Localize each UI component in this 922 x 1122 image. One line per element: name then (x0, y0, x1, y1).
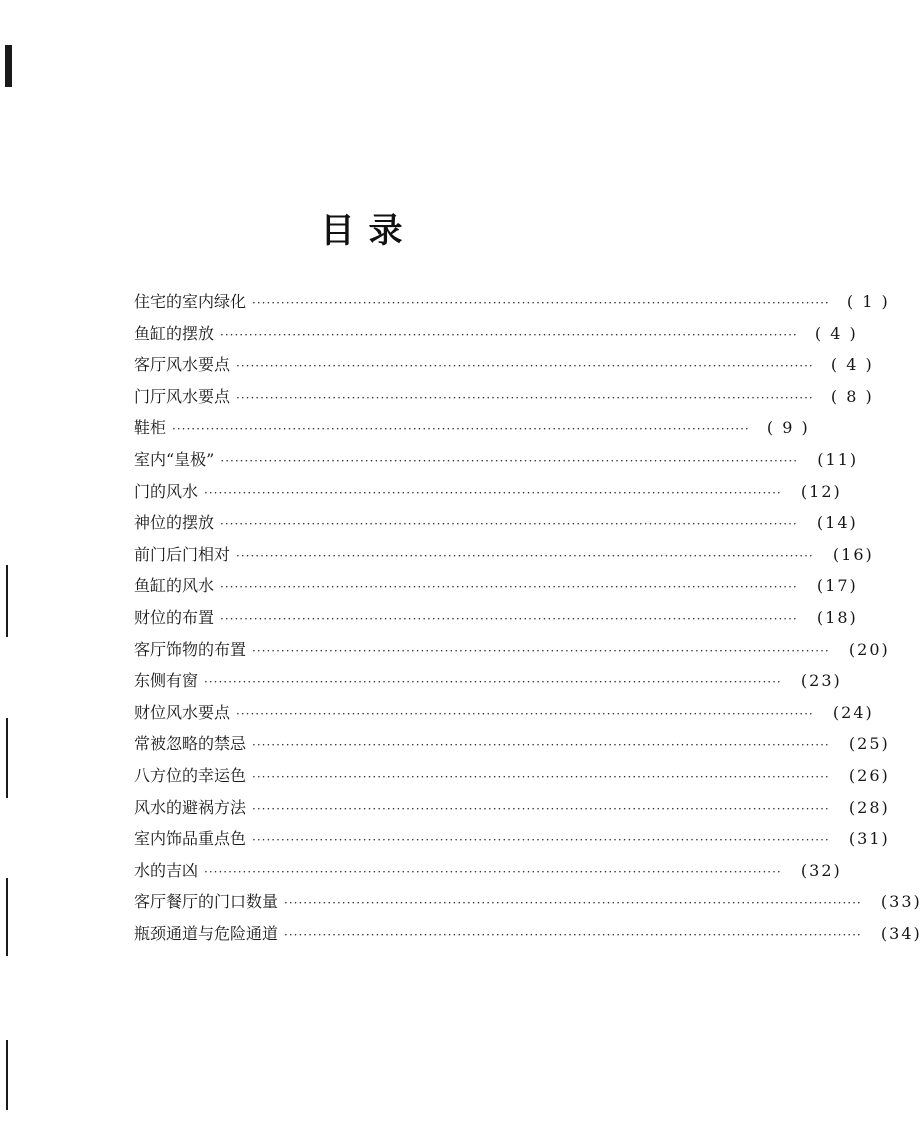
toc-entry-title: 财位的布置 (134, 607, 215, 627)
toc-entry-page-number: (16) (832, 544, 874, 564)
toc-dot-leader: ························································································································ (220, 611, 798, 626)
toc-entry-page-number: ( 4 ) (814, 323, 858, 343)
toc-entry[interactable] (134, 763, 890, 795)
toc-entry-page-number: (18) (816, 607, 858, 627)
toc-dot-leader: ························································································································ (220, 453, 799, 468)
toc-entry-title: 室内“皇极” (134, 449, 215, 469)
toc-entry-title: 客厅餐厅的门口数量 (134, 892, 279, 912)
toc-entry[interactable] (134, 479, 842, 511)
toc-entry-title: 前门后门相对 (134, 544, 231, 564)
toc-entry-page-number: ( 4 ) (830, 355, 874, 375)
toc-entry-page-number: (28) (848, 797, 890, 817)
toc-entry-page-number: ( 1 ) (846, 292, 890, 311)
page-title: 目录 (320, 210, 417, 251)
toc-entry-page-number: (33) (880, 892, 922, 912)
toc-entry-title: 常被忽略的禁忌 (134, 734, 247, 754)
toc-entry[interactable] (134, 700, 874, 732)
toc-entry-title: 鱼缸的风水 (134, 576, 215, 596)
toc-dot-leader: ························································································································ (236, 359, 814, 374)
toc-entry-page-number: (24) (832, 702, 874, 722)
toc-entry-page-number: (17) (816, 576, 858, 596)
toc-dot-leader: ························································································································ (252, 296, 830, 310)
toc-entry-title: 东侧有窗 (134, 671, 199, 691)
toc-entry-page-number: (25) (848, 734, 890, 754)
toc-entry-title: 财位风水要点 (134, 702, 231, 722)
toc-entry[interactable] (134, 921, 922, 953)
toc-entry[interactable] (134, 637, 890, 669)
toc-entry-page-number: (14) (816, 513, 858, 533)
toc-entry[interactable] (134, 731, 890, 763)
toc-dot-leader: ························································································································ (204, 485, 782, 500)
toc-entry-page-number: (32) (800, 860, 842, 880)
toc-dot-leader: ························································································································ (236, 706, 814, 721)
toc-entry-title: 室内饰品重点色 (134, 829, 247, 849)
toc-entry-title: 八方位的幸运色 (134, 765, 247, 785)
toc-entry[interactable] (134, 352, 874, 384)
toc-entry-page-number: (34) (880, 923, 922, 943)
toc-entry[interactable] (134, 321, 858, 353)
toc-dot-leader: ························································································································ (284, 896, 862, 911)
toc-entry-title: 瓶颈通道与危险通道 (134, 923, 279, 943)
toc-entry-title: 门厅风水要点 (134, 386, 231, 406)
toc-dot-leader: ························································································································ (220, 517, 798, 532)
toc-entry-title: 客厅风水要点 (134, 355, 231, 375)
toc-entry-page-number: (26) (848, 765, 890, 785)
toc-entry-title: 神位的摆放 (134, 513, 215, 533)
toc-dot-leader: ························································································································ (220, 580, 798, 595)
toc-dot-leader: ························································································································ (172, 422, 750, 437)
toc-entry[interactable] (134, 573, 858, 605)
toc-entry[interactable] (134, 889, 922, 921)
toc-entry-title: 鞋柜 (134, 418, 167, 438)
toc-entry-page-number: (23) (800, 671, 842, 691)
toc-dot-leader: ························································································································ (252, 833, 830, 848)
toc-entry-page-number: ( 8 ) (830, 386, 874, 406)
toc-entry[interactable] (134, 542, 874, 574)
toc-entry-title: 门的风水 (134, 481, 199, 501)
toc-entry[interactable] (134, 668, 842, 700)
toc-entry-page-number: ( 9 ) (766, 418, 810, 438)
toc-entry[interactable] (134, 795, 890, 827)
scan-edge-line-3 (6, 878, 8, 956)
toc-entry[interactable] (134, 826, 890, 858)
toc-dot-leader: ························································································································ (284, 927, 862, 942)
toc-dot-leader: ························································································································ (204, 864, 782, 879)
toc-entry-page-number: (31) (848, 829, 890, 849)
toc-dot-leader: ························································································································ (204, 675, 782, 690)
toc-entry[interactable] (134, 510, 858, 542)
toc-entry-page-number: (12) (800, 481, 842, 501)
toc-dot-leader: ························································································································ (220, 327, 798, 342)
scan-edge-mark-top (5, 45, 12, 87)
toc-dot-leader: ························································································································ (236, 548, 814, 563)
toc-entry[interactable] (134, 447, 859, 479)
toc-entry-page-number: (11) (817, 449, 859, 469)
toc-dot-leader: ························································································································ (252, 738, 830, 753)
scan-edge-line-4 (6, 1040, 8, 1110)
table-of-contents (134, 289, 922, 952)
toc-dot-leader: ························································································································ (252, 643, 830, 658)
toc-dot-leader: ························································································································ (252, 801, 830, 816)
toc-entry-title: 鱼缸的摆放 (134, 323, 215, 343)
toc-dot-leader: ························································································································ (252, 769, 830, 784)
toc-entry-title: 水的吉凶 (134, 860, 199, 880)
toc-entry[interactable] (134, 858, 842, 890)
toc-dot-leader: ························································································································ (236, 390, 814, 405)
toc-entry[interactable] (134, 415, 810, 447)
scan-edge-line-1 (6, 565, 8, 637)
toc-entry-title: 客厅饰物的布置 (134, 639, 247, 659)
toc-entry-page-number: (20) (848, 639, 890, 659)
toc-entry[interactable] (134, 289, 890, 321)
toc-entry[interactable] (134, 384, 874, 416)
toc-entry-title: 风水的避祸方法 (134, 797, 247, 817)
scan-edge-line-2 (6, 718, 8, 798)
toc-entry-title: 住宅的室内绿化 (134, 292, 247, 311)
toc-entry[interactable] (134, 605, 858, 637)
